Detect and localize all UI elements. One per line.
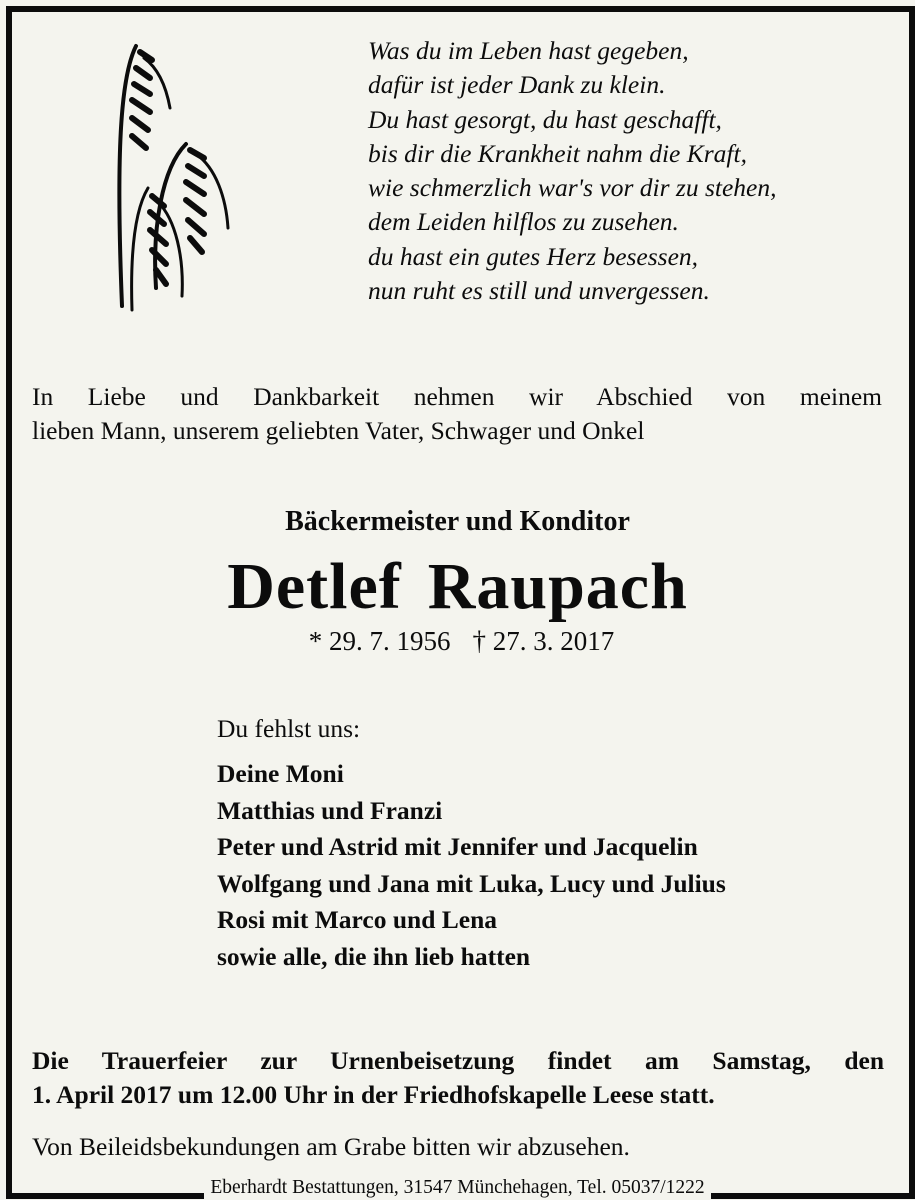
wheat-ears-icon <box>100 38 260 318</box>
condolence-note: Von Beileidsbekundungen am Grabe bitten wir abzusehen. <box>32 1132 630 1161</box>
poem-line: wie schmerzlich war's vor dir zu stehen, <box>368 173 777 203</box>
ceremony-info <box>32 1044 884 1112</box>
mourners-intro: Du fehlst uns: <box>217 714 361 743</box>
deceased-profession: Bäckermeister und Konditor <box>285 506 630 537</box>
birth-date: * 29. 7. 1956 <box>308 626 451 656</box>
footer-text: Eberhardt Bestattungen, 31547 Münchehagen, Tel. 05037/1222 <box>204 1176 710 1200</box>
death-date: † 27. 3. 2017 <box>472 626 615 656</box>
funeral-home-footer <box>0 1176 915 1200</box>
deceased-name <box>0 551 915 623</box>
mourner-entry: Wolfgang und Jana mit Luka, Lucy und Julius <box>217 868 726 898</box>
poem-line: Was du im Leben hast gegeben, <box>368 36 689 65</box>
poem-line: dem Leiden hilflos zu zusehen. <box>368 207 679 237</box>
ceremony-line: 1. April 2017 um 12.00 Uhr in der Friedhofskapelle Leese statt. <box>32 1080 715 1109</box>
mourner-entry: Rosi mit Marco und Lena <box>217 905 498 934</box>
mourner-entry: Matthias und Franzi <box>217 795 443 825</box>
farewell-text <box>32 380 882 448</box>
poem-line: dafür ist jeder Dank zu klein. <box>368 70 666 100</box>
poem-line: nun ruht es still und unvergessen. <box>368 276 710 306</box>
poem <box>368 34 888 308</box>
mourner-entry: Peter und Astrid mit Jennifer und Jacquelin <box>217 832 698 861</box>
poem-line: bis dir die Krankheit nahm die Kraft, <box>368 138 747 168</box>
last-name: Raupach <box>427 550 688 623</box>
mourner-entry: sowie alle, die ihn lieb hatten <box>217 941 531 971</box>
poem-line: Du hast gesorgt, du hast geschafft, <box>368 104 722 134</box>
farewell-line: In Liebe und Dankbarkeit nehmen wir Abschied von meinem <box>32 382 882 411</box>
ceremony-line: Die Trauerfeier zur Urnenbeisetzung findet am Samstag, den <box>32 1046 884 1075</box>
life-dates <box>0 624 915 658</box>
mourners-list <box>217 756 897 975</box>
first-name: Detlef <box>227 550 402 623</box>
farewell-line: lieben Mann, unserem geliebten Vater, Schwager und Onkel <box>32 416 645 445</box>
poem-line: du hast ein gutes Herz besessen, <box>368 241 699 271</box>
mourner-entry: Deine Moni <box>217 759 344 788</box>
